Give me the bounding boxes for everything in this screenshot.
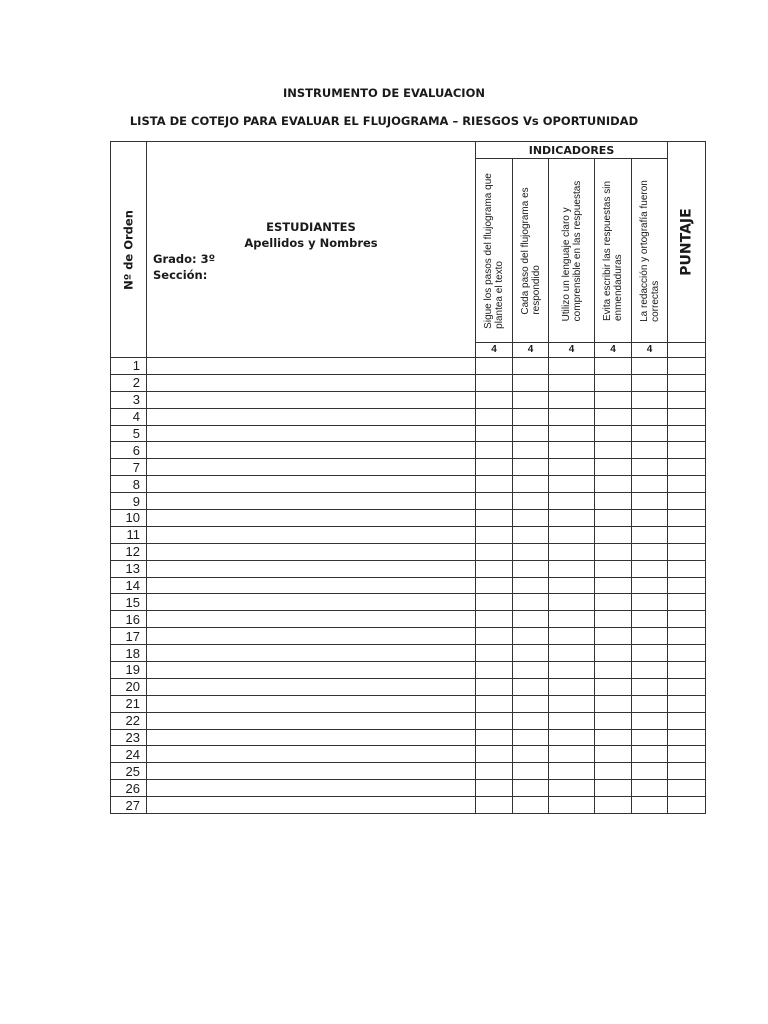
indicator-score-cell[interactable] [632,594,668,611]
indicator-label [602,180,624,320]
indicator-score-cell[interactable] [513,695,549,712]
indicator-label-line2: plantea el texto [494,260,505,329]
indicator-score-cell[interactable] [632,391,668,408]
indicator-score-cell[interactable] [549,746,595,763]
row-number: 12 [111,543,147,560]
total-score-cell[interactable] [668,476,706,493]
student-name-cell[interactable] [147,408,476,425]
row-number: 5 [111,425,147,442]
students-heading [147,219,475,251]
total-score-cell[interactable] [668,442,706,459]
indicator-score-cell[interactable] [513,780,549,797]
total-score-cell[interactable] [668,391,706,408]
indicator-score-cell[interactable] [595,476,632,493]
order-header-label: Nº de Orden [121,209,135,290]
table-row [111,374,706,391]
table-row [111,797,706,814]
indicator-score-cell[interactable] [476,577,513,594]
row-number: 14 [111,577,147,594]
indicator-score-cell[interactable] [476,797,513,814]
indicator-score-cell[interactable] [632,695,668,712]
table-row [111,459,706,476]
indicator-score-cell[interactable] [595,493,632,510]
indicator-label-line2: comprensible en las respuestas [571,180,583,321]
student-name-cell[interactable] [147,374,476,391]
indicator-score-cell[interactable] [549,459,595,476]
indicator-score-cell[interactable] [513,628,549,645]
indicator-header-5 [632,159,668,343]
indicator-score-cell[interactable] [549,374,595,391]
indicator-score-cell[interactable] [549,594,595,611]
indicator-score-cell[interactable] [632,797,668,814]
indicator-score-cell[interactable] [595,695,632,712]
table-row [111,712,706,729]
total-score-cell[interactable] [668,611,706,628]
indicator-score-cell[interactable] [549,645,595,662]
row-number: 27 [111,797,147,814]
indicator-score-cell[interactable] [549,611,595,628]
indicator-label [561,180,583,321]
indicator-score-cell[interactable] [476,628,513,645]
indicator-score-cell[interactable] [549,695,595,712]
indicator-score-cell[interactable] [476,391,513,408]
total-score-cell[interactable] [668,662,706,679]
indicator-score-cell[interactable] [513,577,549,594]
indicator-score-cell[interactable] [595,594,632,611]
indicator-label-line2: respondido [530,264,542,315]
total-score-cell[interactable] [668,746,706,763]
indicator-score-cell[interactable] [513,746,549,763]
indicator-label-line1: Utilizo un lenguaje claro y [560,206,572,321]
indicator-score-cell[interactable] [595,712,632,729]
student-name-cell[interactable] [147,577,476,594]
indicator-score-cell[interactable] [513,493,549,510]
table-row [111,729,706,746]
indicator-score-cell[interactable] [549,493,595,510]
row-number: 16 [111,611,147,628]
order-header-cell [111,142,147,358]
total-score-cell[interactable] [668,526,706,543]
table-row [111,476,706,493]
row-number: 9 [111,493,147,510]
document-title: INSTRUMENTO DE EVALUACION [283,86,485,100]
indicator-points-2: 4 [513,343,549,358]
row-number: 26 [111,780,147,797]
student-name-cell[interactable] [147,645,476,662]
indicator-score-cell[interactable] [513,763,549,780]
total-score-cell[interactable] [668,628,706,645]
indicator-score-cell[interactable] [632,780,668,797]
indicator-score-cell[interactable] [476,358,513,375]
indicator-points-4: 4 [595,343,632,358]
indicator-score-cell[interactable] [632,510,668,527]
student-name-cell[interactable] [147,526,476,543]
indicator-score-cell[interactable] [549,780,595,797]
student-name-cell[interactable] [147,763,476,780]
indicator-score-cell[interactable] [632,628,668,645]
student-name-cell[interactable] [147,543,476,560]
indicator-score-cell[interactable] [632,712,668,729]
total-score-cell[interactable] [668,797,706,814]
student-name-cell[interactable] [147,746,476,763]
indicator-score-cell[interactable] [549,358,595,375]
total-score-cell[interactable] [668,678,706,695]
indicator-score-cell[interactable] [632,459,668,476]
table-row [111,358,706,375]
indicator-score-cell[interactable] [513,611,549,628]
indicator-score-cell[interactable] [476,611,513,628]
grade-label: Grado: 3º [153,252,216,266]
total-score-cell[interactable] [668,493,706,510]
indicator-score-cell[interactable] [549,662,595,679]
table-row [111,695,706,712]
indicator-score-cell[interactable] [549,526,595,543]
student-name-cell[interactable] [147,662,476,679]
indicator-score-cell[interactable] [513,391,549,408]
document-subtitle: LISTA DE COTEJO PARA EVALUAR EL FLUJOGRAMA – RIESGOS Vs OPORTUNIDAD [129,114,639,128]
table-row [111,577,706,594]
indicator-score-cell[interactable] [595,780,632,797]
table-row [111,678,706,695]
student-name-cell[interactable] [147,628,476,645]
indicator-score-cell[interactable] [595,577,632,594]
row-number: 20 [111,678,147,695]
indicator-label [520,187,542,314]
indicator-score-cell[interactable] [476,408,513,425]
indicator-score-cell[interactable] [513,374,549,391]
indicator-score-cell[interactable] [476,695,513,712]
indicator-score-cell[interactable] [632,560,668,577]
indicator-score-cell[interactable] [595,611,632,628]
row-number: 3 [111,391,147,408]
total-score-cell[interactable] [668,408,706,425]
indicator-score-cell[interactable] [595,763,632,780]
student-name-cell[interactable] [147,611,476,628]
indicator-score-cell[interactable] [476,662,513,679]
indicator-score-cell[interactable] [549,391,595,408]
total-score-cell[interactable] [668,780,706,797]
total-score-cell[interactable] [668,645,706,662]
indicator-points-1: 4 [476,343,513,358]
indicator-label-line1: La redacción y ortografía fueron [638,179,650,322]
indicator-score-cell[interactable] [549,628,595,645]
table-row [111,408,706,425]
indicator-score-cell[interactable] [549,678,595,695]
indicator-score-cell[interactable] [632,729,668,746]
indicator-label [483,173,505,329]
row-number: 24 [111,746,147,763]
student-name-cell[interactable] [147,594,476,611]
indicator-score-cell[interactable] [632,425,668,442]
student-name-cell[interactable] [147,797,476,814]
indicator-score-cell[interactable] [549,560,595,577]
table-row [111,391,706,408]
row-number: 15 [111,594,147,611]
row-number: 25 [111,763,147,780]
indicator-score-cell[interactable] [476,645,513,662]
indicator-score-cell[interactable] [632,746,668,763]
indicator-label-line1: Cada paso del flujograma es [519,186,531,315]
section-label: Sección: [153,268,208,282]
indicator-score-cell[interactable] [476,763,513,780]
student-name-cell[interactable] [147,442,476,459]
table-row [111,510,706,527]
indicator-points-3: 4 [549,343,595,358]
indicators-header: INDICADORES [476,142,668,159]
total-score-cell[interactable] [668,560,706,577]
indicator-score-cell[interactable] [595,729,632,746]
indicator-score-cell[interactable] [476,712,513,729]
student-name-cell[interactable] [147,425,476,442]
indicator-score-cell[interactable] [595,797,632,814]
indicator-score-cell[interactable] [476,526,513,543]
indicator-score-cell[interactable] [549,763,595,780]
student-name-cell[interactable] [147,695,476,712]
indicator-score-cell[interactable] [476,729,513,746]
indicator-score-cell[interactable] [476,594,513,611]
indicator-score-cell[interactable] [632,442,668,459]
indicator-label-line1: Sigue los pasos del flujograma que [483,172,494,329]
indicator-score-cell[interactable] [549,442,595,459]
indicator-score-cell[interactable] [549,476,595,493]
indicator-score-cell[interactable] [632,543,668,560]
row-number: 2 [111,374,147,391]
indicator-score-cell[interactable] [513,425,549,442]
student-name-cell[interactable] [147,493,476,510]
indicator-score-cell[interactable] [549,425,595,442]
row-number: 4 [111,408,147,425]
indicator-score-cell[interactable] [513,729,549,746]
indicator-score-cell[interactable] [476,746,513,763]
indicator-score-cell[interactable] [476,425,513,442]
indicator-score-cell[interactable] [595,408,632,425]
row-number: 1 [111,358,147,375]
indicator-score-cell[interactable] [476,560,513,577]
row-number: 18 [111,645,147,662]
student-name-cell[interactable] [147,729,476,746]
indicator-score-cell[interactable] [549,729,595,746]
total-score-cell[interactable] [668,425,706,442]
table-row [111,645,706,662]
students-header-cell [147,142,476,358]
names-label: Apellidos y Nombres [244,236,378,250]
row-number: 23 [111,729,147,746]
row-number: 22 [111,712,147,729]
indicator-score-cell[interactable] [476,442,513,459]
indicator-score-cell[interactable] [595,425,632,442]
indicator-score-cell[interactable] [549,510,595,527]
indicator-score-cell[interactable] [513,526,549,543]
indicator-score-cell[interactable] [632,526,668,543]
indicator-score-cell[interactable] [595,391,632,408]
indicator-score-cell[interactable] [595,678,632,695]
row-number: 11 [111,526,147,543]
indicator-score-cell[interactable] [549,797,595,814]
evaluation-table [110,141,706,814]
indicator-score-cell[interactable] [513,543,549,560]
indicator-score-cell[interactable] [513,645,549,662]
indicator-score-cell[interactable] [632,577,668,594]
total-score-cell[interactable] [668,510,706,527]
student-name-cell[interactable] [147,780,476,797]
grade-section-block [153,251,215,283]
student-name-cell[interactable] [147,391,476,408]
total-score-cell[interactable] [668,695,706,712]
student-name-cell[interactable] [147,459,476,476]
indicator-score-cell[interactable] [595,645,632,662]
indicator-points-5: 4 [632,343,668,358]
indicator-score-cell[interactable] [476,678,513,695]
total-score-cell[interactable] [668,712,706,729]
indicator-score-cell[interactable] [595,746,632,763]
row-number: 8 [111,476,147,493]
indicator-label-line1: Evita escribir las respuestas sin [602,180,613,321]
student-name-cell[interactable] [147,560,476,577]
indicator-score-cell[interactable] [595,374,632,391]
row-number: 10 [111,510,147,527]
table-row [111,746,706,763]
indicator-score-cell[interactable] [632,662,668,679]
indicator-score-cell[interactable] [595,628,632,645]
indicator-score-cell[interactable] [513,678,549,695]
table-row [111,560,706,577]
student-name-cell[interactable] [147,510,476,527]
students-label: ESTUDIANTES [266,220,356,234]
table-row [111,526,706,543]
total-score-cell[interactable] [668,763,706,780]
score-points-cell [668,343,706,358]
indicator-score-cell[interactable] [476,493,513,510]
indicator-score-cell[interactable] [513,662,549,679]
indicator-score-cell[interactable] [476,510,513,527]
indicator-score-cell[interactable] [595,358,632,375]
indicator-score-cell[interactable] [595,510,632,527]
total-score-cell[interactable] [668,594,706,611]
row-number: 6 [111,442,147,459]
table-row [111,442,706,459]
indicator-label [639,180,661,322]
indicator-score-cell[interactable] [513,459,549,476]
indicator-score-cell[interactable] [476,476,513,493]
total-score-cell[interactable] [668,543,706,560]
total-score-cell[interactable] [668,729,706,746]
indicator-score-cell[interactable] [513,476,549,493]
indicator-score-cell[interactable] [549,712,595,729]
indicator-score-cell[interactable] [513,594,549,611]
table-row [111,662,706,679]
table-row [111,763,706,780]
indicator-score-cell[interactable] [513,712,549,729]
indicator-score-cell[interactable] [476,374,513,391]
indicator-score-cell[interactable] [549,543,595,560]
table-row [111,628,706,645]
indicator-score-cell[interactable] [632,374,668,391]
student-name-cell[interactable] [147,358,476,375]
indicator-score-cell[interactable] [476,459,513,476]
indicator-header-1 [476,159,513,343]
total-score-cell[interactable] [668,577,706,594]
indicator-score-cell[interactable] [632,493,668,510]
row-number: 7 [111,459,147,476]
indicator-score-cell[interactable] [549,577,595,594]
total-score-cell[interactable] [668,358,706,375]
indicator-score-cell[interactable] [595,543,632,560]
row-number: 19 [111,662,147,679]
row-number: 21 [111,695,147,712]
table-row [111,543,706,560]
indicator-score-cell[interactable] [632,611,668,628]
indicator-score-cell[interactable] [632,763,668,780]
indicator-header-3 [549,159,595,343]
row-number: 13 [111,560,147,577]
indicator-score-cell[interactable] [513,797,549,814]
indicator-score-cell[interactable] [632,645,668,662]
indicator-score-cell[interactable] [513,408,549,425]
indicator-header-2 [513,159,549,343]
indicator-score-cell[interactable] [476,780,513,797]
indicator-score-cell[interactable] [513,358,549,375]
indicator-score-cell[interactable] [513,442,549,459]
table-row [111,425,706,442]
student-name-cell[interactable] [147,678,476,695]
indicator-score-cell[interactable] [595,442,632,459]
indicator-label-line2: correctas [649,280,661,322]
table-row [111,780,706,797]
indicator-score-cell[interactable] [549,408,595,425]
total-score-cell[interactable] [668,374,706,391]
indicator-score-cell[interactable] [632,476,668,493]
table-row [111,594,706,611]
indicator-score-cell[interactable] [513,560,549,577]
row-number: 17 [111,628,147,645]
score-header-label: PUNTAJE [678,208,695,276]
score-header-cell [668,142,706,343]
table-row [111,493,706,510]
indicator-score-cell[interactable] [632,408,668,425]
indicator-score-cell[interactable] [476,543,513,560]
indicator-score-cell[interactable] [632,678,668,695]
indicator-score-cell[interactable] [595,459,632,476]
indicator-score-cell[interactable] [632,358,668,375]
indicator-label-line2: enmendaduras [613,253,624,321]
table-row [111,611,706,628]
indicator-score-cell[interactable] [595,662,632,679]
student-name-cell[interactable] [147,712,476,729]
indicator-score-cell[interactable] [595,560,632,577]
total-score-cell[interactable] [668,459,706,476]
indicator-score-cell[interactable] [595,526,632,543]
student-name-cell[interactable] [147,476,476,493]
indicator-header-4 [595,159,632,343]
indicator-score-cell[interactable] [513,510,549,527]
